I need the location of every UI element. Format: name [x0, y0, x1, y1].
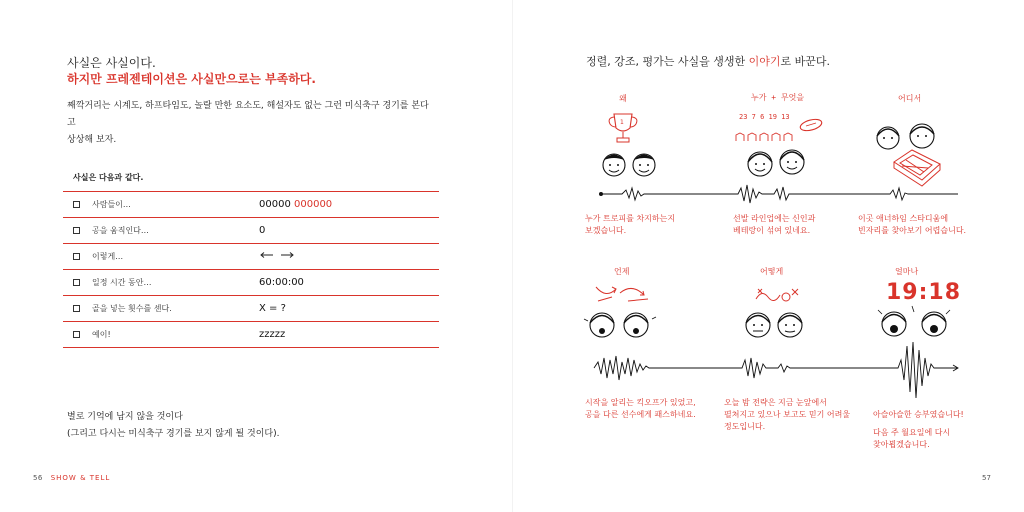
checkbox[interactable] — [73, 331, 80, 338]
panel6-hand-label: 얼마나 — [895, 267, 919, 276]
intro-paragraph — [67, 98, 437, 149]
row-label: 공을 움직인다… — [92, 226, 149, 235]
right-page-number: 57 — [982, 474, 991, 482]
panel3-hand-label: 어디서 — [898, 94, 922, 103]
table-row — [63, 192, 439, 218]
panel1-caption — [585, 213, 675, 237]
panel3-caption-line1: 이곳 애너하임 스타디움에 — [858, 214, 949, 223]
panel2-caption-line2: 베테랑이 섞여 있네요. — [733, 226, 811, 235]
panel5-caption-line1: 오늘 밤 전략은 지금 눈앞에서 — [724, 398, 827, 407]
jersey-numbers: 23 7 6 19 13 — [739, 113, 790, 121]
players-lineup-icon — [734, 132, 798, 142]
row-value — [259, 199, 332, 210]
row-label: 일정 시간 동안… — [92, 278, 152, 287]
checkbox[interactable] — [73, 253, 80, 260]
page-gutter — [512, 0, 513, 512]
row-label: 골을 넣는 횟수를 센다. — [92, 304, 172, 313]
waveform-line-2 — [592, 340, 968, 400]
intro-line1: 째깍거리는 시계도, 하프타임도, 놀랄 만한 요소도, 해설자도 없는 그런 미식축구 경기를 본다고 — [67, 101, 429, 128]
commentators-pair-2 — [742, 142, 812, 184]
panel2-caption-line1: 선발 라인업에는 신인과 — [733, 214, 816, 223]
row-value: 60:00:00 — [259, 277, 304, 288]
final-score: 19:18 — [886, 280, 962, 305]
panel6-caption-line2: 다음 주 월요일에 다시 — [873, 428, 951, 437]
row-label: 이렇게… — [92, 252, 124, 261]
panel5-caption-line3: 정도입니다. — [724, 422, 766, 431]
football-icon — [798, 118, 824, 132]
closing-line1: 별로 기억에 남지 않을 것이다 — [67, 412, 183, 422]
panel1-caption-line2: 보겠습니다. — [585, 226, 627, 235]
table-row — [63, 270, 439, 296]
commentators-pair-6 — [876, 302, 956, 344]
right-title-prefix: 정렬, 강조, 평가는 사실을 생생한 — [586, 55, 749, 68]
panel4-caption-line1: 시작을 알리는 킥오프가 있었고, — [585, 398, 696, 407]
row-value: 0 — [259, 225, 266, 236]
row-value-main: 00000 — [259, 199, 291, 210]
table-row — [63, 244, 439, 270]
right-title — [586, 53, 830, 69]
table-row — [63, 218, 439, 244]
left-title-line1: 사실은 사실이다. — [67, 56, 156, 70]
panel6-caption-line3: 찾아뵙겠습니다. — [873, 440, 930, 449]
panel1-caption-line1: 누가 트로피를 차지하는지 — [585, 214, 676, 223]
panel3-caption — [858, 213, 966, 237]
checkbox[interactable] — [73, 201, 80, 208]
commentators-pair-5 — [740, 305, 812, 345]
commentators-pair-4 — [582, 305, 662, 345]
waveform-line-1 — [598, 180, 968, 208]
panel4-caption-line2: 공을 다른 선수에게 패스하네요. — [585, 410, 696, 419]
panel5-caption-line2: 펼쳐지고 있으나 보고도 믿기 어려울 — [724, 410, 851, 419]
row-value-red: 000000 — [294, 199, 333, 210]
trophy-icon — [606, 110, 640, 148]
table-row — [63, 296, 439, 322]
closing-paragraph — [67, 409, 280, 443]
facts-table — [63, 171, 439, 348]
row-value-arrows — [259, 251, 299, 262]
panel4-hand-label: 언제 — [614, 267, 630, 276]
panel3-caption-line2: 빈자리를 찾아보기 어렵습니다. — [858, 226, 967, 235]
left-page-number: 56 — [33, 474, 43, 482]
panel6-caption — [873, 409, 964, 451]
intro-line2: 상상해 보자. — [67, 135, 117, 145]
panel6-caption-line1: 아슬아슬한 승부였습니다! — [873, 410, 964, 419]
checkbox[interactable] — [73, 227, 80, 234]
checkbox[interactable] — [73, 305, 80, 312]
row-value: X = ? — [259, 303, 286, 314]
facts-table-header: 사실은 다음과 같다. — [63, 171, 439, 192]
kickoff-pass-arrows-icon — [592, 283, 656, 305]
svg-text:1: 1 — [620, 119, 624, 126]
panel2-caption — [733, 213, 815, 237]
panel2-hand-label: 누가 + 무엇을 — [751, 93, 805, 102]
right-title-highlight: 이야기 — [748, 55, 781, 68]
checkbox[interactable] — [73, 279, 80, 286]
commentators-pair-1 — [598, 147, 662, 183]
panel1-hand-label: 왜 — [619, 94, 627, 103]
left-footer — [33, 474, 110, 482]
table-row — [63, 322, 439, 348]
left-title-line2: 하지만 프레젠테이션은 사실만으로는 부족하다. — [67, 72, 316, 86]
row-label: 사람들이… — [92, 200, 131, 209]
panel5-hand-label: 어떻게 — [760, 267, 784, 276]
row-value: zzzzz — [259, 329, 286, 340]
panel5-caption — [724, 397, 850, 433]
row-label: 예이! — [92, 330, 111, 339]
closing-line2: (그리고 다시는 미식축구 경기를 보지 않게 될 것이다). — [67, 429, 280, 439]
running-head: SHOW & TELL — [50, 474, 111, 482]
right-title-suffix: 로 바꾼다. — [780, 55, 831, 68]
panel4-caption — [585, 397, 696, 421]
commentators-pair-3 — [872, 118, 942, 158]
back-and-forth-arrows-icon — [259, 251, 299, 259]
